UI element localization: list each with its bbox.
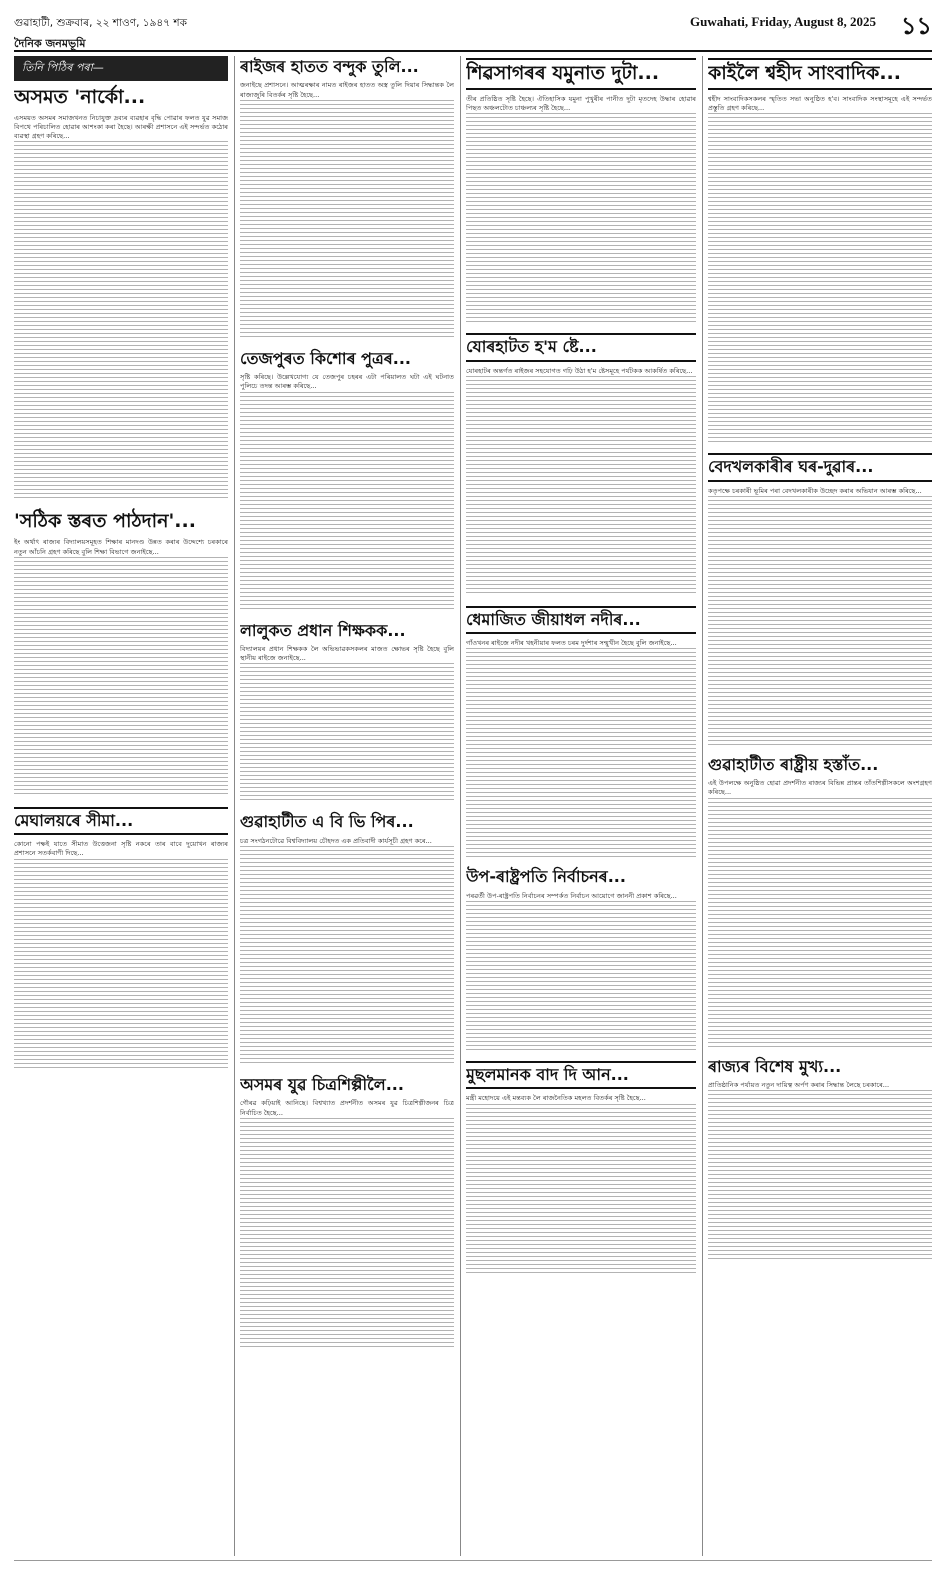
article-body-text bbox=[708, 798, 932, 1048]
section-tab: তিনি পিঠিৰ পৰা— bbox=[14, 56, 228, 81]
headline: ৰাজ্যৰ বিশেষ মুখ্য... bbox=[708, 1056, 842, 1076]
article-lead: এই উপলক্ষে অনুষ্ঠিত হোৱা প্ৰদৰ্শনীত ৰাজ্যৰ বিভিন্ন প্ৰান্তৰ তাঁতশিল্পীসকলে অংশগ্ৰহণ কৰিছে... bbox=[708, 779, 932, 797]
headline: অসমত 'নাৰ্কো... bbox=[14, 86, 146, 108]
article-lead: বিদ্যালয়ৰ প্ৰধান শিক্ষকক লৈ অভিভাৱকসকলৰ মাজত ক্ষোভৰ সৃষ্টি হৈছে বুলি স্থানীয় ৰাইজে জনাইছে... bbox=[240, 644, 454, 663]
article-lead: চত্ৰ সংগঠনটোৱে বিশ্ববিদ্যালয় চৌহদত এক প্ৰতিবাদী কাৰ্যসূচী গ্ৰহণ কৰে... bbox=[240, 836, 432, 845]
footer-rule bbox=[14, 1560, 932, 1561]
article-lead: মন্ত্ৰী মহোদয়ে এই মন্তব্যক লৈ ৰাজনৈতিক মহলত বিতৰ্কৰ সৃষ্টি হৈছে... bbox=[466, 1094, 646, 1103]
headline: ধেমাজিত জীয়াধল নদীৰ... bbox=[466, 606, 696, 634]
news-story bbox=[466, 1061, 696, 1274]
news-story bbox=[240, 1076, 454, 1348]
article-body-text bbox=[14, 557, 228, 797]
article-lead: কোনো পক্ষই যাতে সীমাত উত্তেজনা সৃষ্টি নকৰে তাৰ বাবে দুয়োখন ৰাজ্যৰ প্ৰশাসনে সতৰ্কবাণী দিছে... bbox=[14, 840, 228, 858]
article-body-text bbox=[240, 392, 454, 612]
article-body-text bbox=[240, 663, 454, 803]
article-lead: প্ৰাতিষ্ঠানিক পৰ্যায়ত নতুন দায়িত্ব অৰ্পণ কৰাৰ সিদ্ধান্ত লৈছে চৰকাৰে... bbox=[708, 1081, 890, 1090]
news-story bbox=[708, 756, 932, 1048]
news-story bbox=[466, 58, 696, 323]
headline: গুৱাহাটীত ৰাষ্ট্ৰীয় হস্তাঁত... bbox=[708, 754, 879, 774]
news-story bbox=[466, 606, 696, 859]
headline: মেঘালয়ৰে সীমা... bbox=[14, 807, 228, 835]
paper-name: দৈনিক জনমভূমি bbox=[14, 37, 86, 50]
article-body-text bbox=[708, 113, 932, 443]
date-right: Guwahati, Friday, August 8, 2025 bbox=[689, 14, 876, 29]
headline: তেজপুৰত কিশোৰ পুত্ৰৰ... bbox=[240, 348, 412, 368]
article-body-text bbox=[708, 1090, 932, 1260]
article-lead: পৰৱৰ্তী উপ-ৰাষ্ট্ৰপতি নিৰ্বাচনৰ সম্পৰ্কত নিৰ্বাচন আয়োগে জাননী প্ৰকাশ কৰিছে... bbox=[466, 891, 677, 900]
news-story bbox=[466, 333, 696, 596]
headline: শিৱসাগৰৰ যমুনাত দুটা... bbox=[466, 58, 696, 90]
column-4 bbox=[708, 56, 932, 1556]
column-divider bbox=[460, 56, 461, 1556]
article-lead: কতৃপক্ষে চৰকাৰী ভূমিৰ পৰা বেদখলকাৰীক উচ্ছেদ কৰাৰ অভিযান আৰম্ভ কৰিছে... bbox=[708, 486, 922, 495]
news-story bbox=[14, 87, 228, 501]
page-number: ১১ bbox=[900, 12, 932, 40]
article-lead: গাঁওখনৰ ৰাইজে নদীৰ খহনীয়াৰ ফলত চৰম দুৰ্দশাৰ সন্মুখীন হৈছে বুলি জনাইছে... bbox=[466, 639, 677, 648]
headline: 'সঠিক স্তৰত পাঠদান'... bbox=[14, 510, 196, 533]
column-3 bbox=[466, 56, 696, 1556]
column-1 bbox=[14, 56, 228, 1556]
article-body-text bbox=[14, 141, 228, 501]
news-story bbox=[14, 511, 228, 796]
news-story bbox=[240, 350, 454, 612]
news-story bbox=[708, 1058, 932, 1261]
column-divider bbox=[234, 56, 235, 1556]
article-body-text bbox=[466, 113, 696, 323]
news-story bbox=[240, 58, 454, 340]
date-left: গুৱাহাটী, শুক্ৰবাৰ, ২২ শাওণ, ১৯৪৭ শক bbox=[14, 17, 187, 29]
article-lead: সৃষ্টি কৰিছে। উল্লেখযোগ্য যে তেজপুৰ চহৰৰ এটা পৰিয়ালত ঘটা এই ঘটনাত পুলিচে তদন্ত আৰম্ভ কৰিছে... bbox=[240, 373, 454, 391]
headline: বেদখলকাৰীৰ ঘৰ-দুৱাৰ... bbox=[708, 453, 932, 481]
article-body-text bbox=[14, 859, 228, 1069]
news-story bbox=[708, 453, 932, 746]
news-story bbox=[240, 622, 454, 804]
article-body-text bbox=[466, 1104, 696, 1274]
headline: যোৰহাটত হ'ম ষ্টে... bbox=[466, 333, 696, 361]
headline: ৰাইজৰ হাতত বন্দুক তুলি... bbox=[240, 57, 419, 76]
article-lead: জনাইছে প্ৰশাসনে। আত্মৰক্ষাৰ নামত ৰাইজৰ হাতত অস্ত্ৰ তুলি দিয়াৰ সিদ্ধান্তক লৈ ৰাজ্যজুৰি বিতৰ্কৰ সৃষ্টি হৈছে... bbox=[240, 81, 454, 99]
article-body-text bbox=[240, 846, 454, 1066]
headline: মুছলমানক বাদ দি আন... bbox=[466, 1061, 696, 1089]
news-story bbox=[14, 807, 228, 1069]
page-content bbox=[14, 56, 932, 1556]
page-header bbox=[14, 6, 932, 50]
header-rule bbox=[14, 50, 932, 52]
column-2 bbox=[240, 56, 454, 1556]
article-body-text bbox=[240, 100, 454, 340]
headline: কাইলৈ শ্বহীদ সাংবাদিক... bbox=[708, 58, 932, 90]
article-body-text bbox=[240, 1118, 454, 1348]
news-story bbox=[240, 813, 454, 1066]
article-body-text bbox=[466, 376, 696, 596]
article-lead: তীৰ প্ৰতিষ্ঠিত সৃষ্টি হৈছে। ঐতিহাসিক যমুনা পুখুৰীৰ পানীত দুটা মৃতদেহ উদ্ধাৰ হোৱাৰ পিছত অঞ্চলটোত চাঞ্চল্যৰ সৃষ্টি হৈছে... bbox=[466, 94, 696, 113]
headline: গুৱাহাটীত এ বি ভি পিৰ... bbox=[240, 812, 414, 832]
article-body-text bbox=[708, 496, 932, 746]
headline: অসমৰ যুৱ চিত্ৰশিল্পীলৈ... bbox=[240, 1074, 404, 1094]
article-lead: ইং অৰ্থাৎ ৰাজ্যৰ বিদ্যালয়সমূহত শিক্ষাৰ মানদণ্ড উন্নত কৰাৰ উদ্দেশ্যে চৰকাৰে নতুন আঁচনি গ্ৰহণ কৰিছে বুলি শিক্ষা বিভাগে জনাইছে... bbox=[14, 538, 228, 556]
article-lead: এসময়ত অসমৰ সমাজখনত নিচাযুক্ত দ্ৰব্যৰ ব্যৱহাৰ বৃদ্ধি পোৱাৰ ফলত যুৱ সমাজ বিপথে পৰিচালিত হোৱাৰ আশংকা কৰা হৈছে। আৰক্ষী প্ৰশাসনে এই সন্দৰ্ভত কঠোৰ ব্যৱস্থা গ্ৰহণ কৰিছে... bbox=[14, 113, 228, 141]
headline: উপ-ৰাষ্ট্ৰপতি নিৰ্বাচনৰ... bbox=[466, 867, 626, 887]
column-divider bbox=[702, 56, 703, 1556]
article-body-text bbox=[466, 901, 696, 1051]
article-lead: যোৰহাটৰ অন্তৰ্গত ৰাইজৰ সহযোগত গঢ়ি উঠা হ'ম ষ্টেসমূহে পৰ্যটকক আকৰ্ষিত কৰিছে... bbox=[466, 366, 693, 375]
news-story bbox=[466, 868, 696, 1051]
headline: লালুকত প্ৰধান শিক্ষকক... bbox=[240, 620, 406, 640]
article-lead: শ্বহীদ সাংবাদিকসকলৰ স্মৃতিত সভা অনুষ্ঠিত হ'ব। সাংবাদিক সংস্থাসমূহে এই সন্দৰ্ভত প্ৰস্তুতি গ্ৰহণ কৰিছে... bbox=[708, 94, 932, 113]
news-story bbox=[708, 58, 932, 443]
article-lead: গৌৰৱ কঢ়িয়াই আনিছে। বিশ্বখ্যাত প্ৰদৰ্শনীত অসমৰ যুৱ চিত্ৰশিল্পীজনৰ চিত্ৰ নিৰ্বাচিত হৈছে... bbox=[240, 1099, 454, 1117]
article-body-text bbox=[466, 648, 696, 858]
